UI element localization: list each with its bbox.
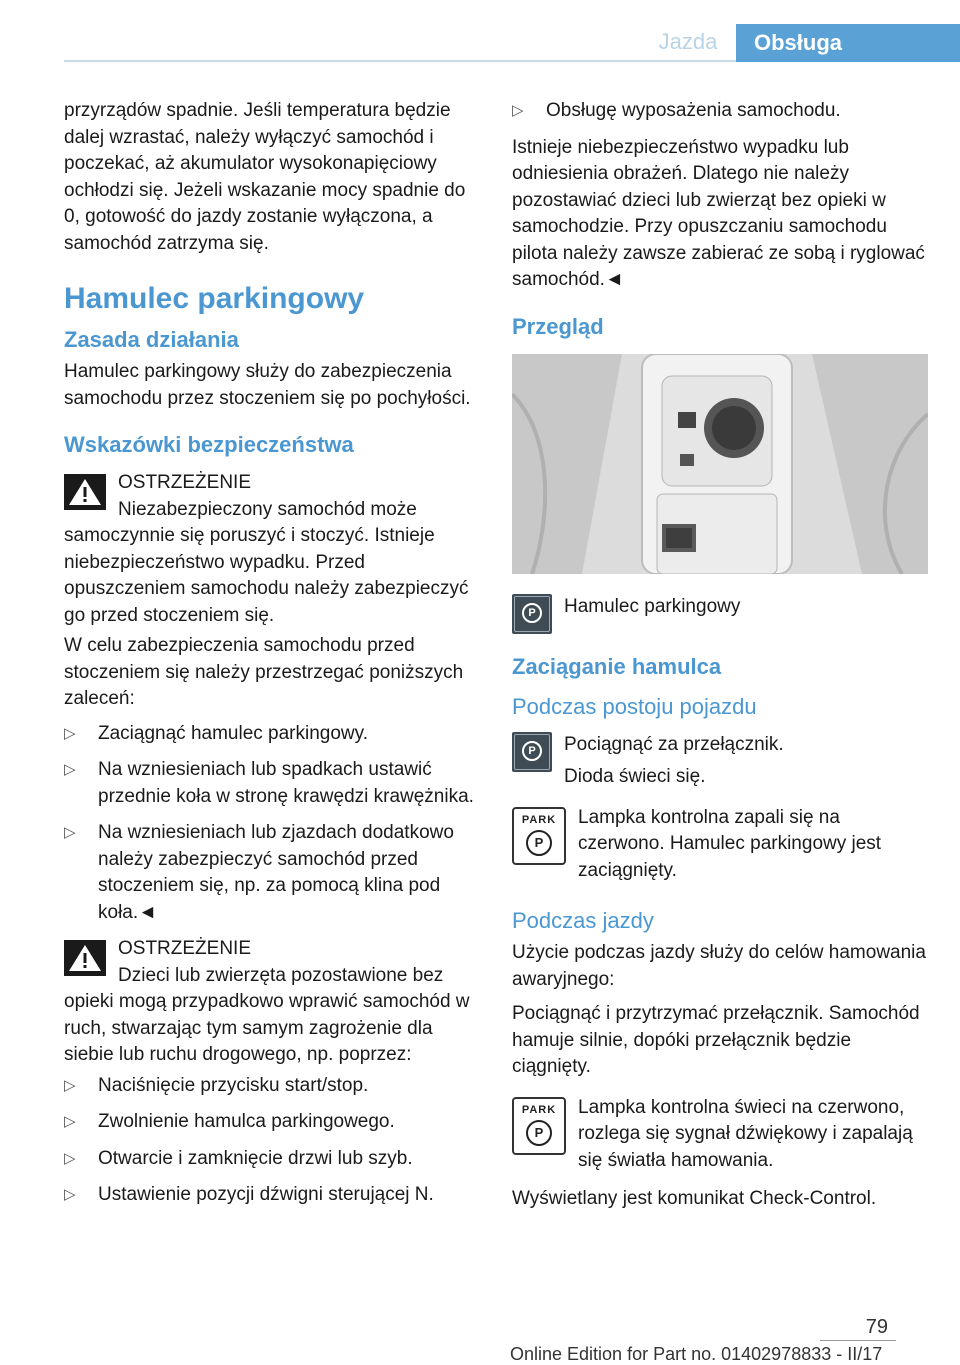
triangle-bullet-icon: ▷ (64, 1149, 76, 1167)
triangle-bullet-icon: ▷ (64, 761, 76, 778)
danger-text: Istnieje niebezpieczeństwo wypadku lub odniesienia obrażeń. Dlatego nie należy pozostawiać dzieci lub zwierząt bez opieki w samochodzie. Przy opuszczaniu samochodu pilota należy zawsze zabierać ze sobą i ryglować samochód.◄ (512, 136, 925, 290)
intro-paragraph: przyrządów spadnie. Jeśli temperatura będzie dalej wzrastać, należy wyłączyć samochód i poczekać, aż akumulator wysokonapięciowy ochłodzi się. Jeżeli wskazanie mocy spadnie do 0, gotowość do jazdy zostanie wyłączona, a samochód zatrzyma się. (64, 100, 466, 254)
pull-switch-text: Pociągnąć za przełącznik. (564, 733, 784, 755)
triangle-bullet-icon: ▷ (64, 824, 76, 841)
list-item: ▷ Otwarcie i zamknięcie drzwi lub szyb. (64, 1146, 478, 1173)
overview-heading: Przegląd (512, 313, 604, 339)
apply-heading: Zaciąganie hamulca (512, 653, 722, 679)
list-item: ▷ Zwolnienie hamulca parkingowego. (64, 1109, 478, 1136)
park-indicator-text-1: Lampka kontrolna zapali się na czerwono. Hamulec parkingowy jest zaciągnięty. (578, 806, 882, 881)
section-title: Hamulec parkingowy (64, 282, 365, 315)
warning-icon (64, 940, 106, 976)
safety-list-2-continued (512, 98, 926, 125)
triangle-bullet-icon: ▷ (64, 1186, 76, 1203)
warning-1-instructions: W celu zabezpieczenia samochodu przed stoczeniem się należy przestrzegać poniższych zaleceń: (64, 635, 464, 709)
safety-list-2 (64, 1073, 478, 1209)
triangle-bullet-icon: ▷ (64, 1113, 76, 1130)
section-tab-jazda[interactable]: Jazda (658, 29, 718, 54)
triangle-bullet-icon: ▷ (512, 102, 524, 119)
check-control-text: Wyświetlany jest komunikat Check-Control. (512, 1188, 877, 1209)
edition-note: Online Edition for Part no. 01402978833 - II/17 (510, 1344, 883, 1364)
park-indicator-note-2 (512, 1095, 926, 1175)
warning-icon (64, 474, 106, 510)
park-indicator-icon: PARK P (512, 1097, 566, 1155)
list-item: ▷ Naciśnięcie przycisku start/stop. (64, 1073, 478, 1100)
list-item: ▷ Ustawienie pozycji dźwigni sterującej N. (64, 1182, 478, 1209)
principle-text: Hamulec parkingowy służy do zabezpieczenia samochodu przez stoczeniem się po pochyłości. (64, 361, 471, 409)
list-item: ▷ Obsługę wyposażenia samochodu. (512, 98, 926, 125)
list-item: ▷ Na wzniesieniach lub zjazdach dodatkowo należy zabezpieczyć samochód przed stoczeniem się, np. za pomocą klina pod koła.◄ (64, 822, 454, 923)
footer-rule (820, 1340, 896, 1341)
pull-switch-step (512, 732, 926, 791)
driving-text-2: Pociągnąć i przytrzymać przełącznik. Samochód hamuje silnie, dopóki przełącznik będzie ciągnięty. (512, 1003, 920, 1077)
center-console-photo (512, 354, 928, 574)
driving-heading: Podczas jazdy (512, 908, 654, 933)
parking-brake-switch-icon: P (512, 594, 552, 634)
triangle-bullet-icon: ▷ (64, 724, 76, 742)
triangle-bullet-icon: ▷ (64, 1076, 76, 1094)
warning-1-text: Niezabezpieczony samochód może samoczynnie się poruszyć i stoczyć. Istnieje niebezpieczeństwo wypadku. Przed opuszczeniem samochodu należy zabezpieczyć go przed stoczeniem się. (64, 498, 469, 626)
warning-1-title: OSTRZEŻENIE (118, 472, 252, 493)
safety-heading: Wskazówki bezpieczeństwa (64, 432, 354, 457)
left-column (64, 98, 478, 1219)
standstill-heading: Podczas postoju pojazdu (512, 693, 757, 719)
led-on-text: Dioda świeci się. (564, 766, 706, 787)
driving-text-1: Użycie podczas jazdy służy do celów hamowania awaryjnego: (512, 942, 926, 990)
page-number: 79 (865, 1316, 888, 1338)
warning-2-text: Dzieci lub zwierzęta pozostawione bez opieki mogą przypadkowo wprawić samochód w ruch, stwarzając tym samym zagrożenie dla siebie lub ruchu drogowego, np. poprzez: (64, 964, 470, 1065)
safety-list-1 (64, 721, 478, 927)
park-indicator-text-2: Lampka kontrolna świeci na czerwono, rozlega się sygnał dźwiękowy i zapalają się światła hamowania. (578, 1096, 913, 1171)
right-column (512, 98, 926, 1221)
parking-brake-legend (512, 594, 926, 634)
warning-block-1 (64, 470, 478, 629)
park-indicator-note-1 (512, 805, 926, 885)
parking-brake-switch-icon: P (512, 732, 552, 772)
park-indicator-icon: PARK P (512, 807, 566, 865)
legend-label: Hamulec parkingowy (564, 595, 741, 617)
section-tab-obsluga[interactable]: Obsługa (736, 24, 960, 62)
list-item: ▷ Zaciągnąć hamulec parkingowy. (64, 721, 478, 748)
warning-2-title: OSTRZEŻENIE (118, 938, 252, 959)
principle-heading: Zasada działania (64, 327, 239, 352)
list-item: ▷ Na wzniesieniach lub spadkach ustawić przednie koła w stronę krawędzi krawężnika. (64, 759, 474, 807)
warning-block-2 (64, 936, 478, 1069)
